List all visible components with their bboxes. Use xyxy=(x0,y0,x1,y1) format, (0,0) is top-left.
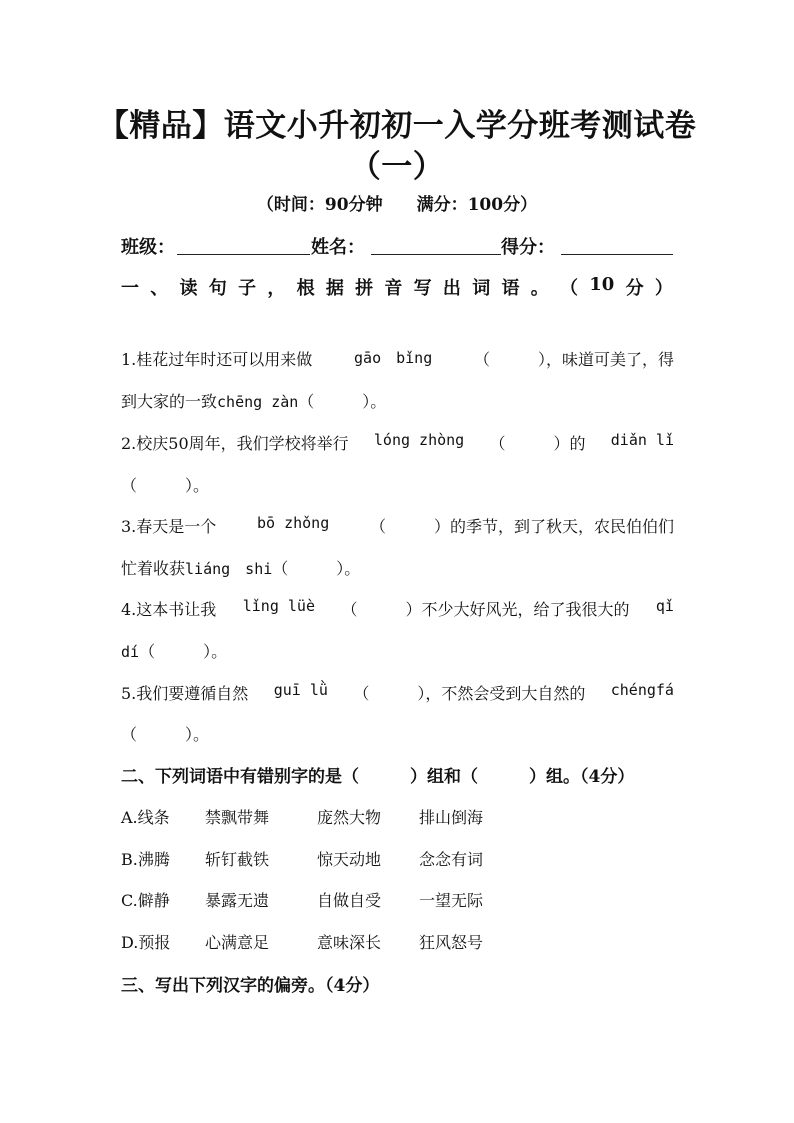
section-1-heading xyxy=(121,274,673,300)
student-info-row xyxy=(121,233,673,257)
exam-title-number: （一） xyxy=(349,149,445,185)
exam-title: 【精品】语文小升初初一入学分班考测试卷 xyxy=(97,108,697,144)
heading-char: 子 xyxy=(238,278,257,299)
heading-char: 。 xyxy=(530,278,549,299)
pinyin: chéngfá xyxy=(610,681,674,699)
question-4-line-1 xyxy=(121,597,674,620)
pinyin: lóng zhòng xyxy=(373,431,465,449)
question-2-line-1 xyxy=(121,431,674,454)
heading-char: 一 xyxy=(121,278,139,299)
answer-blank[interactable]: （ ）。 xyxy=(298,392,387,411)
pinyin: lǐng lüè xyxy=(242,597,315,615)
name-label: 姓名： xyxy=(311,237,365,258)
question-text: 4.这本书让我 xyxy=(121,600,217,619)
heading-char: 写 xyxy=(413,278,432,299)
score-blank[interactable] xyxy=(561,254,673,255)
option-word: 自做自受 xyxy=(317,891,382,910)
heading-char: 10 xyxy=(589,274,615,295)
exam-time-score: （时间：90分钟 满分：100分） xyxy=(256,195,538,215)
pinyin: gāo bǐng xyxy=(354,349,433,367)
option-word: 斩钉截铁 xyxy=(205,850,270,869)
name-blank[interactable] xyxy=(371,254,501,255)
question-text: 1.桂花过年时还可以用来做 xyxy=(121,350,313,369)
question-text: 忙着收获 xyxy=(121,559,186,578)
answer-blank[interactable]: （ ），不然会受到大自然的 xyxy=(353,684,586,703)
pinyin: liáng shi xyxy=(185,560,273,578)
pinyin: chēng zàn xyxy=(217,393,299,411)
option-word: 排山倒海 xyxy=(419,808,484,827)
answer-blank[interactable]: （ ），味道可美了，得 xyxy=(473,350,674,369)
option-word: 庞然大物 xyxy=(317,808,382,827)
question-text: 5.我们要遵循自然 xyxy=(121,684,249,703)
option-word: D.预报 xyxy=(121,933,171,952)
option-word: 意味深长 xyxy=(317,933,382,952)
heading-char: ） xyxy=(654,278,673,299)
answer-blank[interactable]: （ ）的 xyxy=(489,434,586,453)
pinyin: diǎn lǐ xyxy=(610,431,674,449)
answer-blank[interactable]: （ ）。 xyxy=(272,559,361,578)
option-word: 念念有词 xyxy=(419,850,484,869)
option-word: 狂风怒号 xyxy=(419,933,484,952)
question-3-line-1 xyxy=(121,514,674,537)
question-5-line-1 xyxy=(121,681,674,704)
heading-char: 词 xyxy=(472,278,491,299)
option-word: B.沸腾 xyxy=(121,850,170,869)
answer-blank[interactable]: （ ）不少大好风光，给了我很大的 xyxy=(341,600,630,619)
answer-blank[interactable]: （ ）。 xyxy=(139,642,228,661)
question-4-line-2 xyxy=(121,639,677,662)
heading-char: ， xyxy=(267,278,286,299)
pinyin: bō zhǒng xyxy=(257,514,330,532)
option-word: 心满意足 xyxy=(205,933,270,952)
heading-char: 音 xyxy=(384,278,403,299)
option-word: 禁飘带舞 xyxy=(205,808,270,827)
question-text: 2.校庆50周年，我们学校将举行 xyxy=(121,434,349,453)
answer-blank[interactable]: （ ）的季节，到了秋天，农民伯伯们 xyxy=(369,517,674,536)
heading-char: 出 xyxy=(442,278,461,299)
option-word: 暴露无遗 xyxy=(205,891,270,910)
pinyin: guī lǜ xyxy=(273,681,328,699)
heading-char: 语 xyxy=(501,278,520,299)
option-word: 惊天动地 xyxy=(317,850,382,869)
score-label: 得分： xyxy=(501,237,555,258)
heading-char: 据 xyxy=(325,278,344,299)
heading-char: 、 xyxy=(150,278,169,299)
heading-char: 句 xyxy=(208,278,227,299)
question-2-line-2 xyxy=(121,473,677,496)
pinyin: qǐ xyxy=(655,597,674,615)
option-word: 一望无际 xyxy=(419,891,484,910)
answer-blank[interactable]: （ ）。 xyxy=(121,725,210,744)
section-2-heading: 二、下列词语中有错别字的是（ ）组和（ ）组。（4分） xyxy=(121,767,635,787)
question-text: 3.春天是一个 xyxy=(121,517,217,536)
class-label: 班级： xyxy=(121,237,175,258)
question-5-line-2 xyxy=(121,722,677,745)
heading-char: 拼 xyxy=(355,278,374,299)
heading-char: 读 xyxy=(179,278,198,299)
question-1-line-2 xyxy=(121,389,677,412)
option-word: C.僻静 xyxy=(121,891,170,910)
pinyin: dí xyxy=(121,643,140,661)
class-blank[interactable] xyxy=(177,254,310,255)
section-3-heading: 三、写出下列汉字的偏旁。（4分） xyxy=(121,976,380,996)
heading-char: 分 xyxy=(625,278,644,299)
question-3-line-2 xyxy=(121,556,677,579)
answer-blank[interactable]: （ ）。 xyxy=(121,476,210,495)
heading-char: （ xyxy=(559,278,578,299)
heading-char: 根 xyxy=(296,278,315,299)
question-text: 到大家的一致 xyxy=(121,392,218,411)
question-1-line-1 xyxy=(121,347,674,370)
option-word: A.线条 xyxy=(121,808,170,827)
